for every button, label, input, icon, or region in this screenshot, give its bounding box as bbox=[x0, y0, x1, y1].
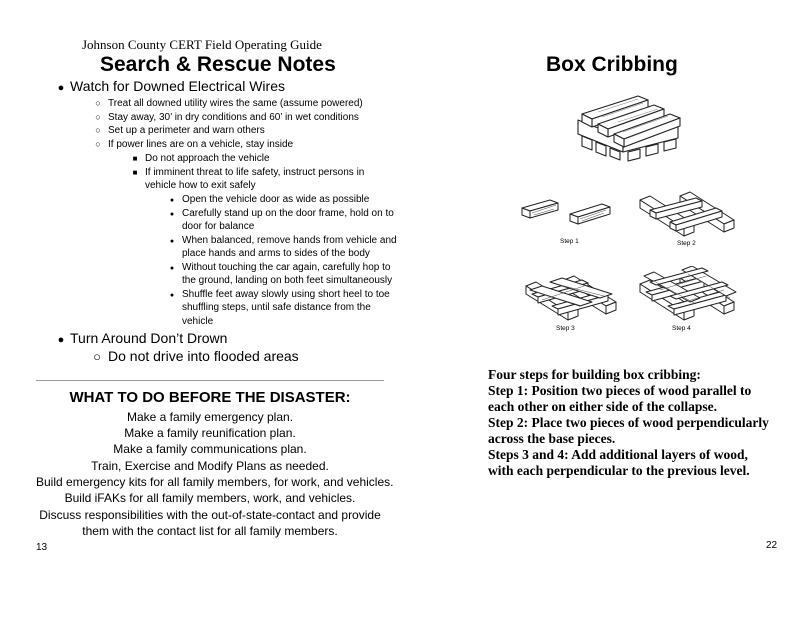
guide-title: Johnson County CERT Field Operating Guide bbox=[82, 37, 322, 52]
list-item-level4 bbox=[162, 289, 390, 300]
page-number-right: 22 bbox=[766, 540, 778, 551]
step-line: each other on either side of the collapse. bbox=[488, 399, 717, 414]
list-item-level3 bbox=[125, 167, 364, 178]
bullet-icon: ● bbox=[169, 197, 175, 204]
bullet-icon: ■ bbox=[132, 154, 138, 163]
box-cribbing-steps bbox=[488, 367, 788, 479]
watch-heading: Watch for Downed Electrical Wires bbox=[70, 78, 285, 94]
disaster-line: Make a family communications plan. bbox=[113, 442, 307, 456]
list-item-text: When balanced, remove hands from vehicle and bbox=[182, 235, 397, 246]
disaster-line: Build emergency kits for all family members, for work, and vehicles. bbox=[36, 475, 394, 489]
disaster-line: Make a family emergency plan. bbox=[126, 410, 294, 424]
step-line: Steps 3 and 4: Add additional layers of wood, bbox=[488, 447, 748, 462]
list-item-text: Do not drive into flooded areas bbox=[108, 348, 299, 364]
page-title: Box Cribbing bbox=[546, 53, 678, 76]
list-item-text: If power lines are on a vehicle, stay inside bbox=[108, 139, 294, 150]
bullet-icon: ● bbox=[57, 82, 65, 94]
list-item-continuation: the ground, landing on both feet simultaneously bbox=[182, 275, 393, 286]
step4-illustration bbox=[636, 266, 744, 324]
bullet-icon: ● bbox=[57, 334, 65, 346]
list-item-level2 bbox=[86, 348, 299, 364]
step1-illustration bbox=[520, 194, 616, 234]
bullet-icon: ● bbox=[169, 265, 175, 272]
list-item-level2 bbox=[88, 98, 363, 109]
steps-heading: Four steps for building box cribbing: bbox=[488, 367, 701, 382]
bullet-icon: ● bbox=[169, 238, 175, 245]
section-divider bbox=[36, 380, 384, 381]
list-item-continuation: door for balance bbox=[182, 221, 255, 232]
bullet-icon: ○ bbox=[95, 112, 101, 122]
list-item-level3 bbox=[125, 153, 270, 164]
step2-illustration bbox=[636, 190, 742, 240]
list-item-continuation: place hands and arms to sides of the body bbox=[182, 248, 370, 259]
step-line: across the base pieces. bbox=[488, 431, 616, 446]
list-item-text: Without touching the car again, carefully hop to bbox=[182, 262, 391, 273]
list-item-level4 bbox=[162, 235, 397, 246]
list-item-level4 bbox=[162, 194, 369, 205]
disaster-line: Train, Exercise and Modify Plans as needed. bbox=[91, 459, 329, 473]
list-item-level4 bbox=[162, 262, 390, 273]
step1-label: Step 1 bbox=[560, 238, 579, 245]
list-item-continuation: vehicle bbox=[182, 316, 214, 327]
list-item-level4 bbox=[162, 208, 394, 219]
step-line: with each perpendicular to the previous level. bbox=[488, 463, 750, 478]
list-item-level1 bbox=[52, 78, 285, 94]
page-title: Search & Rescue Notes bbox=[100, 53, 336, 76]
list-item-level2 bbox=[88, 112, 359, 123]
list-item-level1 bbox=[52, 330, 227, 346]
step-line: Step 2: Place two pieces of wood perpendicularly bbox=[488, 415, 769, 430]
list-item-continuation: vehicle how to exit safely bbox=[145, 180, 256, 191]
bullet-icon: ○ bbox=[93, 349, 101, 364]
list-item-text: If imminent threat to life safety, instruct persons in bbox=[145, 167, 365, 178]
disaster-heading: WHAT TO DO BEFORE THE DISASTER: bbox=[69, 389, 351, 406]
step3-illustration bbox=[522, 272, 622, 324]
bullet-icon: ○ bbox=[95, 98, 101, 108]
bullet-icon: ● bbox=[169, 211, 175, 218]
step4-label: Step 4 bbox=[672, 325, 691, 332]
disaster-line: them with the contact list for all family members. bbox=[82, 524, 338, 538]
page-number-left: 13 bbox=[36, 542, 48, 553]
box-crib-illustration bbox=[568, 92, 688, 162]
disaster-line: Discuss responsibilities with the out-of-state-contact and provide bbox=[39, 508, 381, 522]
bullet-icon: ● bbox=[169, 292, 175, 299]
disaster-line: Build iFAKs for all family members, work, and vehicles. bbox=[64, 491, 356, 505]
bullet-icon: ○ bbox=[95, 139, 101, 149]
list-item-text: Shuffle feet away slowly using short heel to toe bbox=[182, 289, 390, 300]
bullet-icon: ■ bbox=[132, 168, 138, 177]
list-item-text: Stay away, 30’ in dry conditions and 60’ in wet conditions bbox=[108, 112, 359, 123]
list-item-level2 bbox=[88, 139, 293, 150]
turn-heading: Turn Around Don’t Drown bbox=[70, 330, 228, 346]
list-item-text: Treat all downed utility wires the same (assume powered) bbox=[108, 98, 363, 109]
disaster-line: Make a family reunification plan. bbox=[124, 426, 296, 440]
list-item-text: Do not approach the vehicle bbox=[145, 153, 270, 164]
bullet-icon: ○ bbox=[95, 125, 101, 135]
list-item-text: Open the vehicle door as wide as possible bbox=[182, 194, 370, 205]
list-item-text: Carefully stand up on the door frame, hold on to bbox=[182, 208, 394, 219]
step2-label: Step 2 bbox=[677, 240, 696, 247]
list-item-level2 bbox=[88, 125, 265, 136]
list-item-text: Set up a perimeter and warn others bbox=[108, 125, 265, 136]
step-line: Step 1: Position two pieces of wood parallel to bbox=[488, 383, 752, 398]
step3-label: Step 3 bbox=[556, 325, 575, 332]
list-item-continuation: shuffling steps, until safe distance from the bbox=[182, 302, 371, 313]
